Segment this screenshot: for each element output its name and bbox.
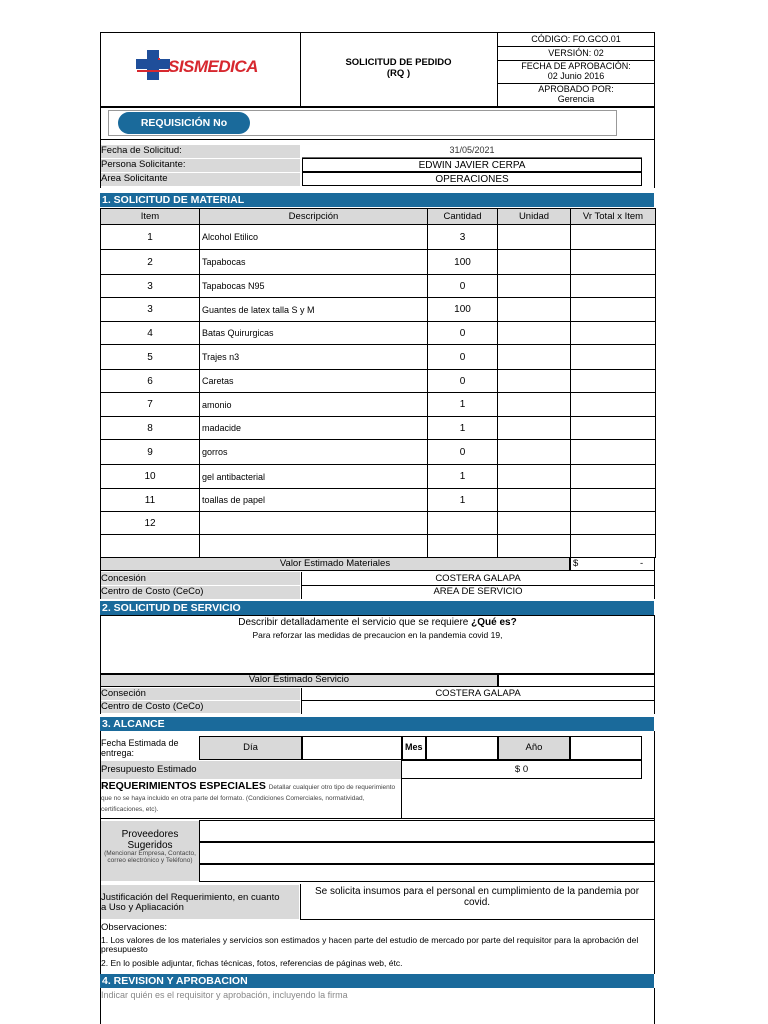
- table-row: [101, 322, 656, 345]
- table-row: [101, 465, 656, 489]
- descripcion-cell[interactable]: gel antibacterial: [200, 465, 428, 489]
- observacion-2: 2. En lo posible adjuntar, fichas técnicas, fotos, referencias de páginas web, étc.: [101, 958, 403, 968]
- table-row: [101, 370, 656, 393]
- aprobado-por-label: APROBADO POR:: [538, 84, 614, 94]
- section3-title: 3. ALCANCE: [100, 717, 654, 731]
- table-row: [101, 275, 656, 298]
- unidad-cell[interactable]: [498, 512, 571, 535]
- consecion-value: COSTERA GALAPA: [435, 688, 521, 699]
- justificacion-label: Justificación del Requerimiento, en cuanto a Uso y Apliacación: [101, 892, 280, 914]
- descripcion-cell[interactable]: [200, 512, 428, 535]
- table-row: [101, 440, 656, 465]
- fecha-estimada-label: Fecha Estimada de entrega:: [101, 738, 179, 758]
- cantidad-cell[interactable]: 0: [428, 370, 498, 393]
- servicio-prompt-text: Describir detalladamente el servicio que se requiere: [238, 617, 472, 628]
- requerimientos-text: Detallar cualquier otro tipo de requerimiento que no se haya incluido en otra parte del formato. (Condiciones Comerciales, normatividad, certificaciones, etc).: [101, 784, 396, 813]
- unidad-cell[interactable]: [498, 298, 571, 322]
- doc-title-line1: SOLICITUD DE PEDIDO: [345, 57, 452, 68]
- descripcion-cell[interactable]: Batas Quirurgicas: [200, 322, 428, 345]
- vr-total-cell[interactable]: [571, 535, 656, 558]
- table-row: [101, 417, 656, 440]
- descripcion-cell[interactable]: Trajes n3: [200, 345, 428, 370]
- company-logo: [134, 49, 259, 85]
- anio-label: Año: [525, 742, 543, 753]
- logo-text: SISMEDICA: [168, 57, 258, 76]
- aprobado-por-value: Gerencia: [557, 94, 595, 104]
- vr-total-cell[interactable]: [571, 275, 656, 298]
- concesion-label: Concesión: [101, 573, 146, 584]
- proveedores-subtitle: (Mencionar Empresa, Contacto, correo electrónico y Teléfono): [104, 850, 196, 865]
- valor-estimado-servicio-label: Valor Estimado Servicio: [248, 674, 350, 685]
- col-header-vr-total: Vr Total x Item: [571, 209, 656, 225]
- item-cell[interactable]: 12: [101, 512, 200, 535]
- table-row: [101, 489, 656, 512]
- vr-total-cell[interactable]: [571, 225, 656, 250]
- table-row: [101, 535, 656, 558]
- unidad-cell[interactable]: [498, 250, 571, 275]
- servicio-prompt-bold: ¿Qué es?: [471, 617, 517, 628]
- consecion-label: Conseción: [101, 688, 146, 699]
- observaciones-label: Observaciones:: [101, 922, 168, 933]
- fecha-aprobacion-label: FECHA DE APROBACIÓN:: [521, 61, 631, 71]
- item-cell[interactable]: 8: [101, 417, 200, 440]
- presupuesto-label: Presupuesto Estimado: [101, 764, 197, 775]
- vr-total-cell[interactable]: [571, 393, 656, 417]
- cantidad-cell[interactable]: [428, 535, 498, 558]
- item-cell[interactable]: 2: [101, 250, 200, 275]
- proveedores-title: Proveedores Sugeridos: [121, 829, 179, 851]
- descripcion-cell[interactable]: amonio: [200, 393, 428, 417]
- unidad-cell[interactable]: [498, 393, 571, 417]
- table-row: [101, 345, 656, 370]
- table-row: [101, 512, 656, 535]
- vr-total-cell[interactable]: [571, 512, 656, 535]
- cantidad-cell[interactable]: 3: [428, 225, 498, 250]
- cantidad-cell[interactable]: 100: [428, 250, 498, 275]
- fecha-aprobacion-value: 02 Junio 2016: [547, 71, 605, 81]
- unidad-cell[interactable]: [498, 440, 571, 465]
- table-row: [101, 250, 656, 275]
- unidad-cell[interactable]: [498, 225, 571, 250]
- cantidad-cell[interactable]: 0: [428, 440, 498, 465]
- ceco-servicio-label: Centro de Costo (CeCo): [101, 701, 204, 712]
- section4-title: 4. REVISION Y APROBACION: [100, 974, 654, 988]
- cantidad-cell[interactable]: 1: [428, 465, 498, 489]
- vr-total-cell[interactable]: [571, 322, 656, 345]
- ceco-servicio-field[interactable]: [301, 701, 655, 714]
- col-header-unidad: Unidad: [498, 209, 571, 225]
- version-label: VERSIÓN: 02: [548, 48, 604, 58]
- justificacion-value: Se solicita insumos para el personal en cumplimiento de la pandemia por covid.: [314, 886, 640, 908]
- servicio-prompt: [100, 617, 655, 628]
- section1-title: 1. SOLICITUD DE MATERIAL: [100, 193, 654, 207]
- mes-field[interactable]: [426, 736, 498, 760]
- item-cell[interactable]: 3: [101, 275, 200, 298]
- item-cell[interactable]: 4: [101, 322, 200, 345]
- descripcion-cell[interactable]: toallas de papel: [200, 489, 428, 512]
- cantidad-cell[interactable]: 1: [428, 417, 498, 440]
- ceco-label: Centro de Costo (CeCo): [101, 586, 204, 597]
- codigo-label: CÓDIGO: FO.GCO.01: [531, 34, 621, 44]
- fecha-solicitud-label: Fecha de Solicitud:: [101, 145, 182, 156]
- col-header-item: Item: [101, 209, 200, 225]
- requerimientos-field[interactable]: [402, 779, 654, 819]
- table-row: [101, 298, 656, 322]
- requisicion-button[interactable]: [118, 112, 250, 134]
- proveedores-field-2[interactable]: [199, 842, 655, 864]
- fecha-solicitud-value: 31/05/2021: [449, 145, 495, 155]
- col-header-descripcion: Descripción: [200, 209, 428, 225]
- cantidad-cell[interactable]: [428, 512, 498, 535]
- proveedores-field-1[interactable]: [199, 820, 655, 842]
- servicio-description[interactable]: Para reforzar las medidas de precaucion en la pandemia covid 19,: [252, 630, 503, 640]
- cantidad-cell[interactable]: 1: [428, 393, 498, 417]
- section2-title: 2. SOLICITUD DE SERVICIO: [100, 601, 654, 615]
- unidad-cell[interactable]: [498, 489, 571, 512]
- item-cell[interactable]: 1: [101, 225, 200, 250]
- descripcion-cell[interactable]: madacide: [200, 417, 428, 440]
- dia-field[interactable]: [302, 736, 402, 760]
- vr-total-cell[interactable]: [571, 417, 656, 440]
- table-row: [101, 225, 656, 250]
- observacion-1: 1. Los valores de los materiales y servicios son estimados y hacen parte del estudio de mercado por parte del requisitor para la aprobación del presupuesto: [101, 935, 639, 955]
- item-cell[interactable]: 9: [101, 440, 200, 465]
- item-cell[interactable]: 5: [101, 345, 200, 370]
- cantidad-cell[interactable]: 0: [428, 345, 498, 370]
- descripcion-cell[interactable]: Guantes de latex talla S y M: [200, 298, 428, 322]
- valor-estimado-servicio-field[interactable]: [498, 674, 655, 687]
- unidad-cell[interactable]: [498, 465, 571, 489]
- descripcion-cell[interactable]: Caretas: [200, 370, 428, 393]
- descripcion-cell[interactable]: Tapabocas N95: [200, 275, 428, 298]
- unidad-cell[interactable]: [498, 322, 571, 345]
- vr-total-cell[interactable]: [571, 370, 656, 393]
- item-cell[interactable]: 3: [101, 298, 200, 322]
- cantidad-cell[interactable]: 1: [428, 489, 498, 512]
- descripcion-cell[interactable]: Alcohol Etilico: [200, 225, 428, 250]
- area-solicitante-value: OPERACIONES: [435, 174, 509, 185]
- presupuesto-value: $ 0: [514, 764, 529, 775]
- anio-field[interactable]: [570, 736, 642, 760]
- cantidad-cell[interactable]: 100: [428, 298, 498, 322]
- valor-currency: $: [573, 558, 579, 569]
- ceco-value: AREA DE SERVICIO: [433, 586, 523, 597]
- cantidad-cell[interactable]: 0: [428, 275, 498, 298]
- unidad-cell[interactable]: [498, 417, 571, 440]
- col-header-cantidad: Cantidad: [428, 209, 498, 225]
- vr-total-cell[interactable]: [571, 345, 656, 370]
- unidad-cell[interactable]: [498, 370, 571, 393]
- cantidad-cell[interactable]: 0: [428, 322, 498, 345]
- valor-materiales-value: -: [640, 558, 644, 569]
- unidad-cell[interactable]: [498, 345, 571, 370]
- vr-total-cell[interactable]: [571, 465, 656, 489]
- table-row: [101, 393, 656, 417]
- proveedores-field-3[interactable]: [199, 864, 655, 882]
- item-cell[interactable]: 7: [101, 393, 200, 417]
- requisicion-button-label: REQUISICIÓN No: [140, 117, 228, 129]
- requerimientos-block: [101, 780, 399, 814]
- descripcion-cell[interactable]: Tapabocas: [200, 250, 428, 275]
- item-cell[interactable]: 11: [101, 489, 200, 512]
- material-table: [100, 208, 655, 558]
- section4-note: Indicar quién es el requisitor y aprobación, incluyendo la firma: [101, 990, 348, 1000]
- vr-total-cell[interactable]: [571, 250, 656, 275]
- descripcion-cell[interactable]: gorros: [200, 440, 428, 465]
- persona-solicitante-value: EDWIN JAVIER CERPA: [418, 160, 526, 171]
- unidad-cell[interactable]: [498, 535, 571, 558]
- area-solicitante-label: Area Solicitante: [101, 173, 168, 184]
- vr-total-cell[interactable]: [571, 440, 656, 465]
- vr-total-cell[interactable]: [571, 489, 656, 512]
- item-cell[interactable]: 6: [101, 370, 200, 393]
- concesion-value: COSTERA GALAPA: [435, 573, 521, 584]
- dia-label: Día: [243, 742, 258, 753]
- descripcion-cell[interactable]: [200, 535, 428, 558]
- mes-label: Mes: [405, 742, 423, 752]
- item-cell[interactable]: [101, 535, 200, 558]
- persona-solicitante-label: Persona Solicitante:: [101, 159, 186, 170]
- doc-title-line2: (RQ ): [386, 68, 411, 79]
- requerimientos-title: REQUERIMIENTOS ESPECIALES: [101, 780, 266, 792]
- unidad-cell[interactable]: [498, 275, 571, 298]
- item-cell[interactable]: 10: [101, 465, 200, 489]
- valor-estimado-materiales-label: Valor Estimado Materiales: [279, 558, 391, 569]
- vr-total-cell[interactable]: [571, 298, 656, 322]
